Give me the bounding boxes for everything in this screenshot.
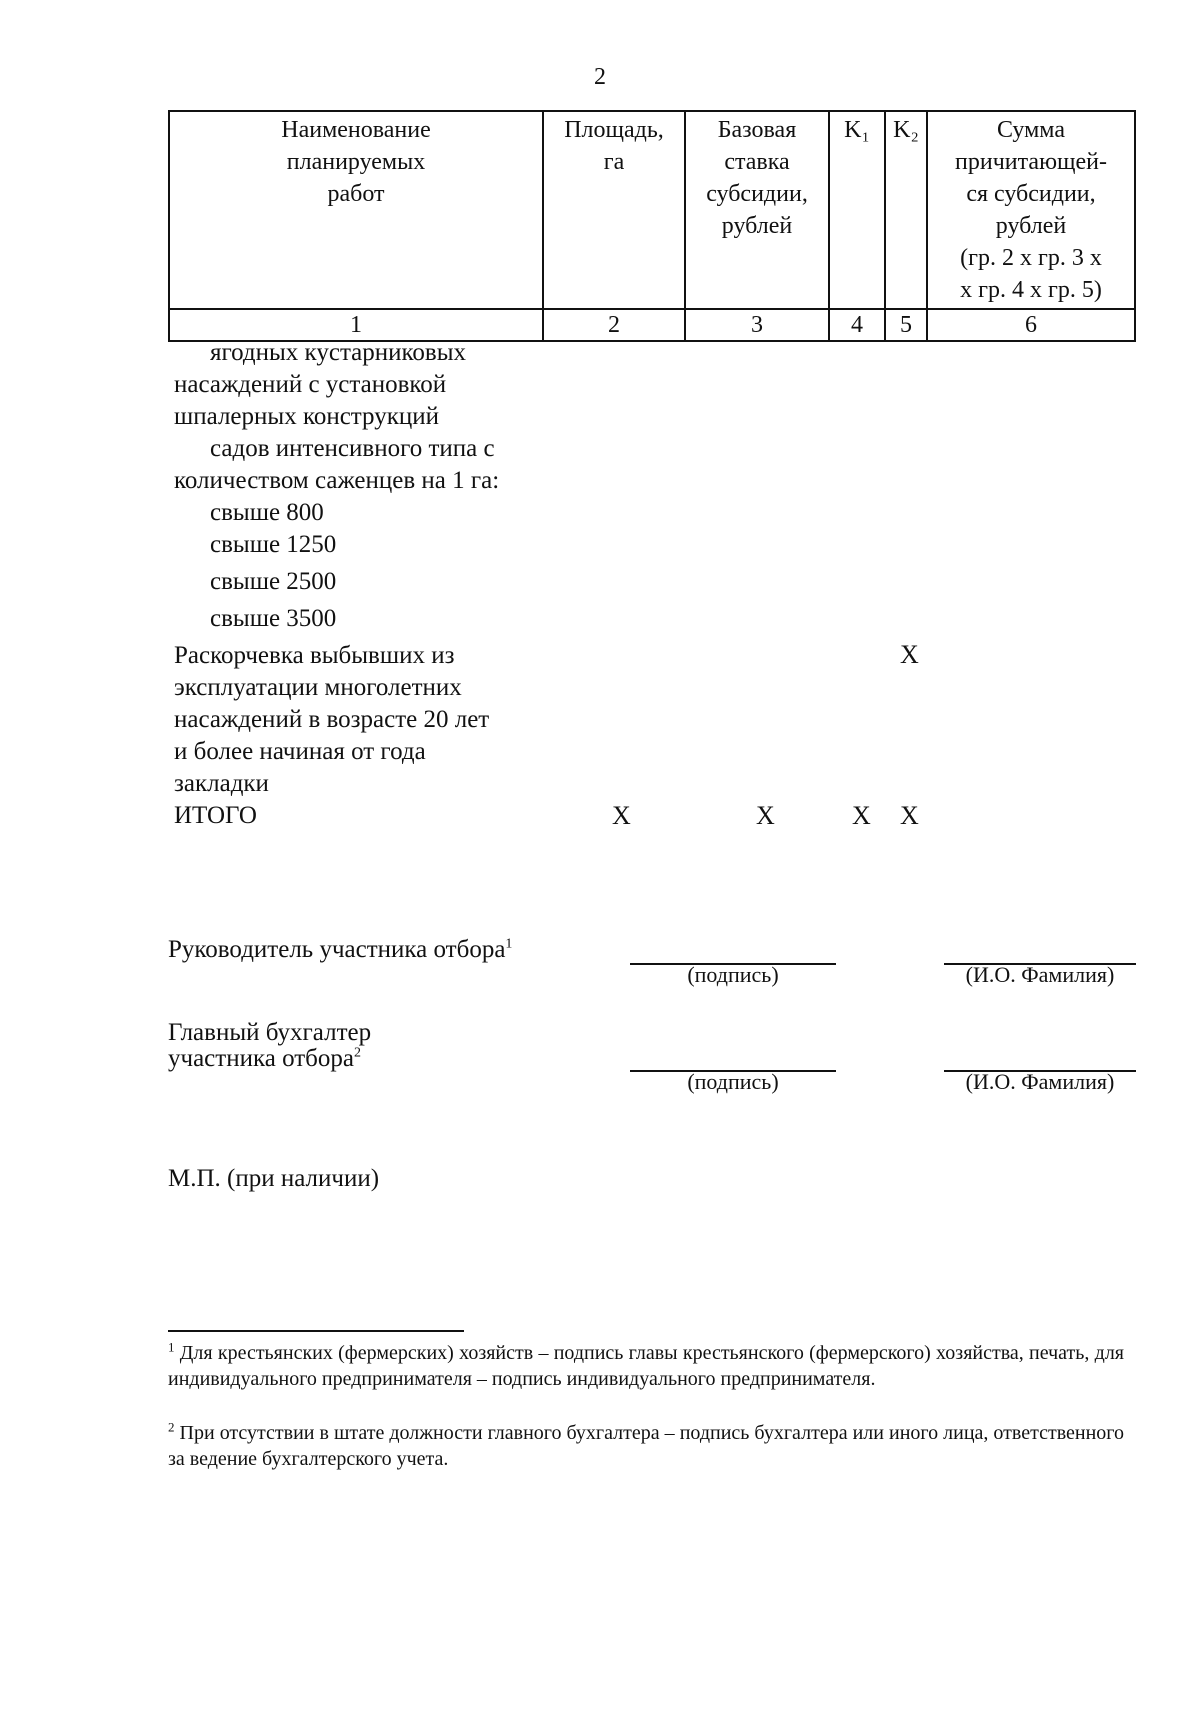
- accountant-label: Главный бухгалтер: [168, 1019, 372, 1046]
- row-over-3500: свыше 3500: [210, 605, 337, 632]
- footnote-2: $^2$ При отсутствии в штате должности главного бухгалтера – подпись бухгалтера или иного лица, ответственного за ведение бухгалтерского учета.: [168, 1419, 1125, 1470]
- row-text-uproot: закладки: [174, 770, 269, 797]
- row-over-1250: свыше 1250: [210, 531, 337, 558]
- row-over-2500: свыше 2500: [210, 568, 337, 595]
- total-k1-mark: Х: [852, 801, 871, 830]
- seal-note: М.П. (при наличии): [168, 1165, 380, 1192]
- row-text-uproot: Раскорчевка выбывших из: [174, 642, 455, 669]
- row-text-berry: ягодных кустарниковых: [210, 339, 467, 366]
- header-base-rate: Базовая ставка субсидии, рублей: [685, 111, 829, 309]
- row-text-uproot: и более начиная от года: [174, 738, 426, 765]
- column-number: 4: [829, 309, 885, 341]
- row-text-intensive: количеством саженцев на 1 га:: [174, 467, 500, 494]
- total-rate-mark: Х: [756, 801, 775, 830]
- header-k2: K₂: [885, 111, 927, 309]
- total-label: ИТОГО: [174, 802, 257, 829]
- head-signature-caption: (подпись): [687, 962, 779, 987]
- column-number: 6: [927, 309, 1135, 341]
- row-text-berry: шпалерных конструкций: [174, 403, 439, 430]
- row-over-800: свыше 800: [210, 499, 324, 526]
- row-text-berry: насаждений с установкой: [174, 371, 447, 398]
- header-k1: K₁: [829, 111, 885, 309]
- subsidy-table-header: [168, 110, 1136, 342]
- head-name-caption: (И.О. Фамилия): [965, 962, 1115, 987]
- row-text-uproot: насаждений в возрасте 20 лет: [174, 706, 490, 733]
- header-work-name: Наименование планируемых работ: [169, 111, 543, 309]
- row-text-uproot: эксплуатации многолетних: [174, 674, 462, 701]
- total-k2-mark: Х: [900, 801, 919, 830]
- page-number: 2: [594, 64, 606, 90]
- head-signature-label: Руководитель участника отбора$^1$: [168, 936, 513, 963]
- accountant-label: участника отбора$^2$: [168, 1045, 361, 1072]
- header-area: Площадь, га: [543, 111, 685, 309]
- column-number: 1: [169, 309, 543, 341]
- total-area-mark: Х: [612, 801, 631, 830]
- accountant-name-caption: (И.О. Фамилия): [965, 1069, 1115, 1094]
- uproot-k2-mark: Х: [900, 640, 919, 669]
- column-number: 3: [685, 309, 829, 341]
- footnote-1: $^1$ Для крестьянских (фермерских) хозяйств – подпись главы крестьянского (фермерского) хозяйства, печать, для индивидуального предпринимателя – подпись индивидуального предпринимателя.: [168, 1339, 1125, 1390]
- column-number: 5: [885, 309, 927, 341]
- row-text-intensive: садов интенсивного типа с: [210, 435, 495, 462]
- footnote-separator: [168, 1330, 464, 1332]
- accountant-signature-caption: (подпись): [687, 1069, 779, 1094]
- column-number: 2: [543, 309, 685, 341]
- header-subsidy-sum: Сумма причитающей- ся субсидии, рублей (гр. 2 х гр. 3 х х гр. 4 х гр. 5): [927, 111, 1135, 309]
